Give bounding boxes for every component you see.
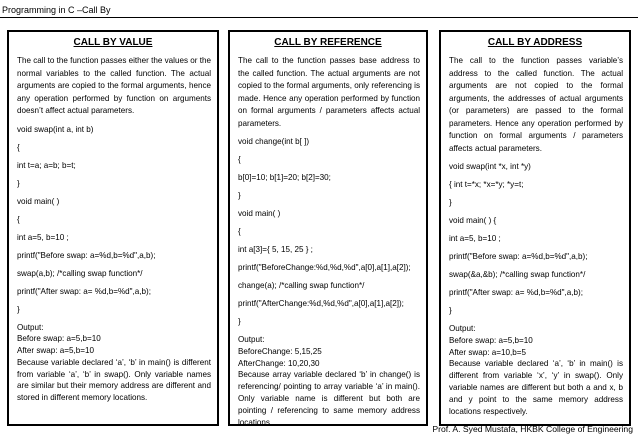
code-line: void swap(int *x, int *y) (449, 162, 531, 171)
column-description: The call to the function passes variable’s address to the called function. The actual arguments are not copied to the formal arguments, the addresses of actual arguments (or parameters) are passed to the formal parameters. Hence any operation performed by function on formal arguments / parameters affects actual parameters. (449, 56, 623, 153)
header-divider (0, 17, 638, 18)
code-line: int a=5, b=10 ; (449, 234, 501, 243)
output-line: After swap: a=10,b=5 (449, 347, 526, 357)
code-line: int t=a; a=b; b=t; (17, 160, 76, 170)
code-line: change(a); /*calling swap function*/ (238, 281, 365, 290)
code-line: { (238, 155, 241, 164)
code-line: int a[3]={ 5, 15, 25 } ; (238, 245, 313, 254)
column-title: CALL BY ADDRESS (487, 37, 583, 48)
column-description: The call to the function passes base address to the called function. The actual arguments are not copied to the formal arguments, only referencing is made. Hence any operation performed by function on formal arguments / parameters affects actual parameters. (238, 56, 420, 128)
code-line: void main( ) (238, 209, 281, 218)
code-line: } (238, 191, 241, 200)
code-line: printf("Before swap: a=%d,b=%d",a,b); (17, 250, 156, 260)
column-call-by-reference (228, 30, 428, 426)
code-line: swap(a,b); /*calling swap function*/ (17, 268, 143, 278)
code-line: } (238, 317, 241, 326)
code-line: swap(&a,&b); /*calling swap function*/ (449, 270, 586, 279)
code-block (449, 161, 623, 317)
output-explanation: Because variable declared ‘a’, ‘b’ in main() is different from variable ‘a’, ‘b’ in swap(). Only variable names are similar but their memory address are different and stored in different memory locations. (17, 357, 211, 403)
code-line: printf("AfterChange:%d,%d,%d",a[0],a[1],a[2]); (238, 299, 404, 308)
output-line: Output: (238, 335, 265, 344)
code-line: { (17, 142, 20, 152)
output-line: Output: (449, 324, 476, 333)
column-description: The call to the function passes either the values or the normal variables to the called function. The actual arguments are copied to the formal arguments, hence any operation performed by function on arguments doesn’t affect actual parameters. (17, 56, 211, 115)
code-line: void main( ) { (449, 216, 497, 225)
output-line: AfterChange: 10,20,30 (238, 358, 320, 368)
code-line: printf("After swap: a= %d,b=%d",a,b); (449, 288, 583, 297)
code-line: } (449, 198, 452, 207)
code-line: } (449, 306, 452, 315)
code-line: printf("After swap: a= %d,b=%d",a,b); (17, 286, 151, 296)
code-block (17, 124, 211, 316)
output-line: BeforeChange: 5,15,25 (238, 346, 322, 356)
output-block (238, 334, 420, 369)
code-line: int a=5, b=10 ; (17, 232, 69, 242)
code-line: void change(int b[ ]) (238, 137, 310, 146)
output-block (17, 322, 211, 357)
column-title: CALL BY VALUE (73, 37, 153, 48)
output-line: Before swap: a=5,b=10 (449, 335, 533, 345)
output-block (449, 323, 623, 358)
code-block (238, 136, 420, 328)
code-line: b[0]=10; b[1]=20; b[2]=30; (238, 173, 331, 182)
code-line: printf("BeforeChange:%d,%d,%d",a[0],a[1],a[2]); (238, 263, 411, 272)
output-line: Output: (17, 322, 44, 332)
code-line: printf("Before swap: a=%d,b=%d",a,b); (449, 252, 588, 261)
output-line: After swap: a=5,b=10 (17, 346, 94, 356)
code-line: { (238, 227, 241, 236)
column-title: CALL BY REFERENCE (274, 37, 382, 48)
output-line: Before swap: a=5,b=10 (17, 334, 101, 344)
code-line: { (17, 214, 20, 224)
code-line: } (17, 178, 20, 188)
footer-credit: Prof. A. Syed Mustafa, HKBK College of Engineering (432, 424, 633, 434)
output-explanation: Because array variable declared ‘b’ in change() is referencing/ pointing to array variable ‘a’ in main(). Only variable name is different but both are pointing / referencing to same memory address locations. (238, 370, 420, 427)
column-call-by-value (7, 30, 219, 426)
code-line: } (17, 304, 20, 314)
code-line: void swap(int a, int b) (17, 124, 94, 134)
code-line: void main( ) (17, 196, 60, 206)
code-line: { int t=*x; *x=*y; *y=t; (449, 180, 524, 189)
page-header-title: Programming in C –Call By (2, 5, 111, 15)
column-call-by-address (439, 30, 631, 426)
output-explanation: Because variable declared ‘a’, ‘b’ in main() is different from variable ‘x’, ‘y’ in swap(). Only variable names are different but both a and x, b and y point to the same memory address locations respectively. (449, 359, 623, 416)
